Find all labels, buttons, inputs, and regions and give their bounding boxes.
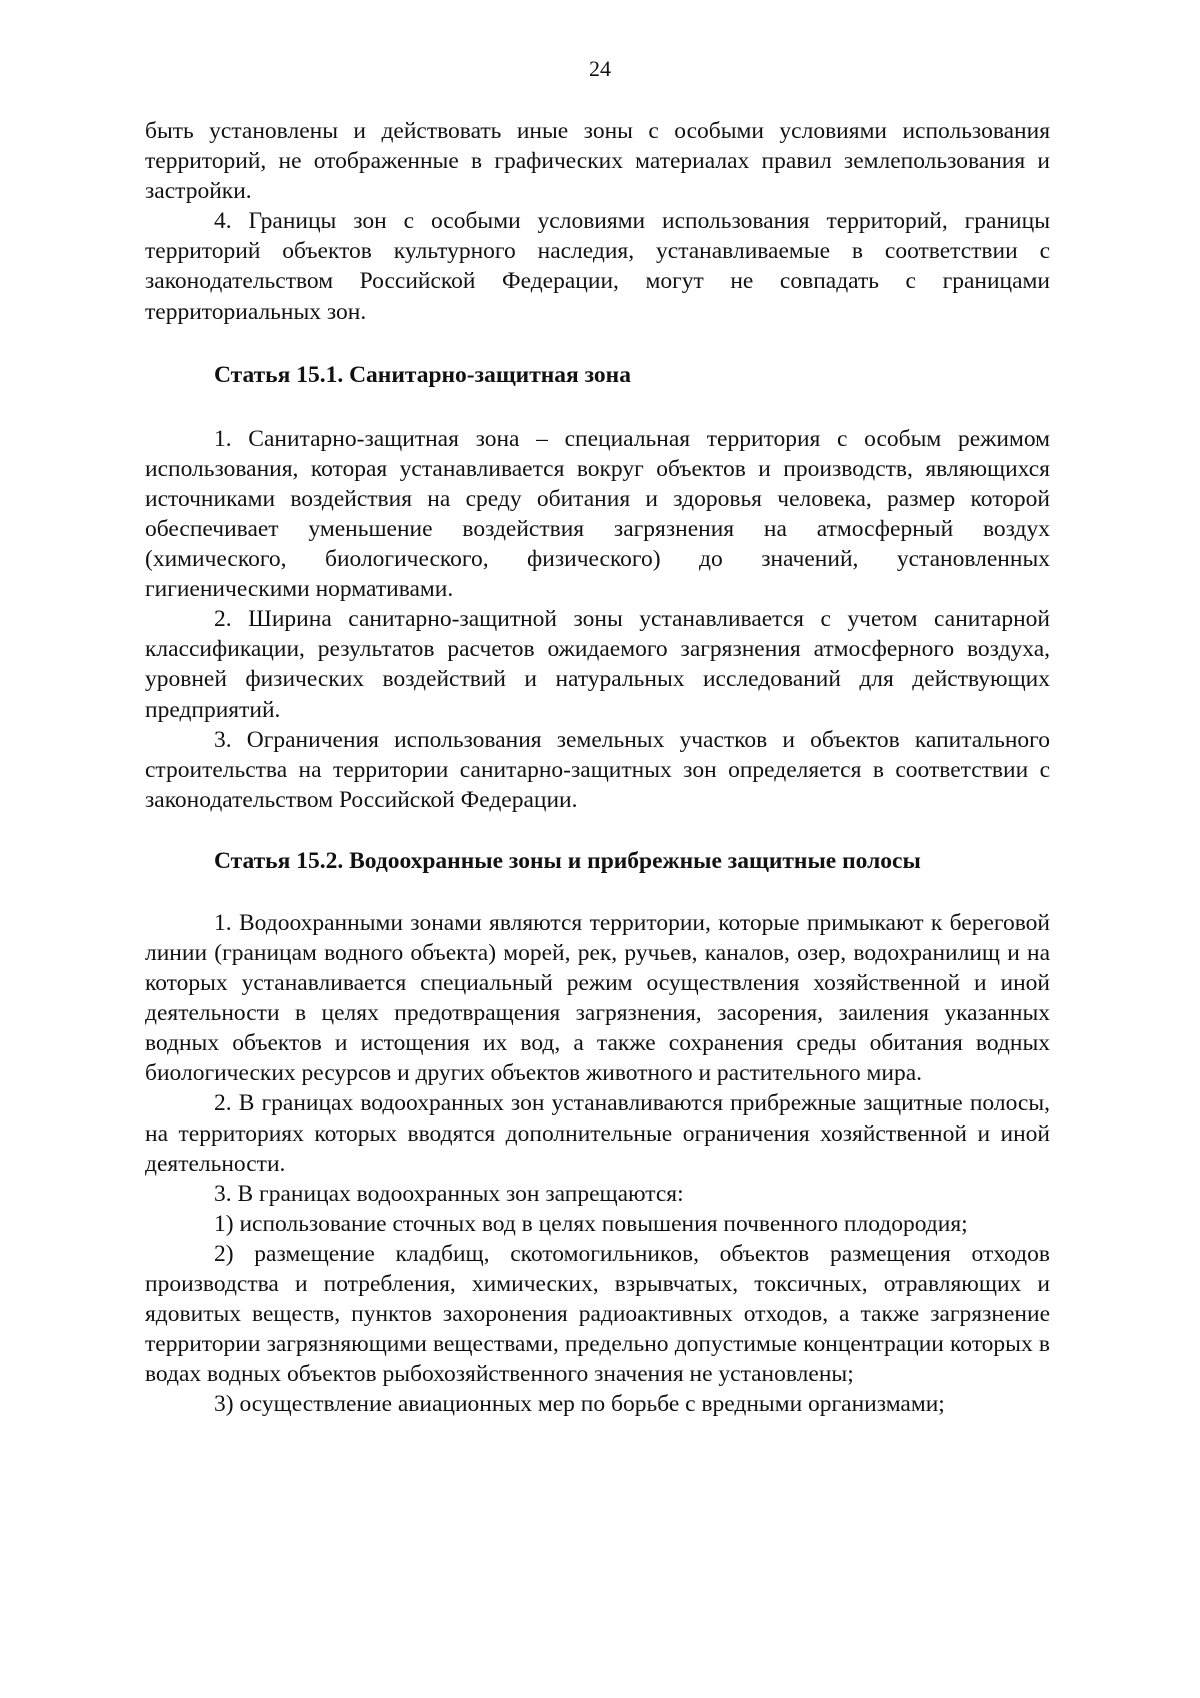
prohibition-item-3: 3) осуществление авиационных мер по борьбе с вредными организмами; — [214, 1391, 945, 1418]
page-number: 24 — [589, 56, 611, 81]
article-15-2-item-1: 1. Водоохранными зонами являются территории, которые примыкают к береговой линии (границам водного объекта) морей, рек, ручьев, каналов, озер, водохранилищ и на которых устанавливается специальный режим осуществления хозяйственной и иной деятельности в целях предотвращения загрязнения, засорения, заиления указанных водных объектов и истощения их вод, а также сохранения среды обитания водных биологических ресурсов и других объектов животного и растительного мира. — [145, 909, 1050, 1087]
article-15-2-heading: Статья 15.2. Водоохранные зоны и прибрежные защитные полосы — [214, 847, 921, 874]
article-15-1-item-1: 1. Санитарно-защитная зона – специальная территория с особым режимом использования, которая устанавливается вокруг объектов и производств, являющихся источниками воздействия на среду обитания и здоровья человека, размер которой обеспечивает уменьшение воздействия загрязнения на атмосферный воздух (химического, биологического, физического) до значений, установленных гигиеническими нормативами. — [145, 425, 1050, 603]
paragraph-continuation: быть установлены и действовать иные зоны с особыми условиями использования территорий, не отображенные в графических материалах правил землепользования и застройки. — [145, 118, 1050, 205]
prohibition-item-2: 2) размещение кладбищ, скотомогильников, объектов размещения отходов производства и потребления, химических, взрывчатых, токсичных, отравляющих и ядовитых веществ, пунктов захоронения радиоактивных отходов, а также загрязнение территории загрязняющими веществами, предельно допустимые концентрации которых в водах водных объектов рыбохозяйственного значения не установлены; — [145, 1240, 1050, 1388]
document-body — [145, 116, 1050, 1419]
article-15-2-item-3: 3. В границах водоохранных зон запрещаются: — [214, 1180, 684, 1207]
article-15-2-item-2: 2. В границах водоохранных зон устанавливаются прибрежные защитные полосы, на территориях которых вводятся дополнительные ограничения хозяйственной и иной деятельности. — [145, 1090, 1050, 1177]
paragraph-item-4: 4. Границы зон с особыми условиями использования территорий, границы территорий объектов культурного наследия, устанавливаемые в соответствии с законодательством Российской Федерации, могут не совпадать с границами территориальных зон. — [145, 208, 1050, 325]
article-15-1-item-2: 2. Ширина санитарно-защитной зоны устанавливается с учетом санитарной классификации, результатов расчетов ожидаемого загрязнения атмосферного воздуха, уровней физических воздействий и натуральных исследований для действующих предприятий. — [145, 606, 1050, 723]
article-15-1-heading: Статья 15.1. Санитарно-защитная зона — [214, 361, 631, 388]
prohibition-item-1: 1) использование сточных вод в целях повышения почвенного плодородия; — [214, 1210, 968, 1237]
article-15-1-item-3: 3. Ограничения использования земельных участков и объектов капитального строительства на территории санитарно-защитных зон определяется в соответствии с законодательством Российской Федерации. — [145, 726, 1050, 813]
